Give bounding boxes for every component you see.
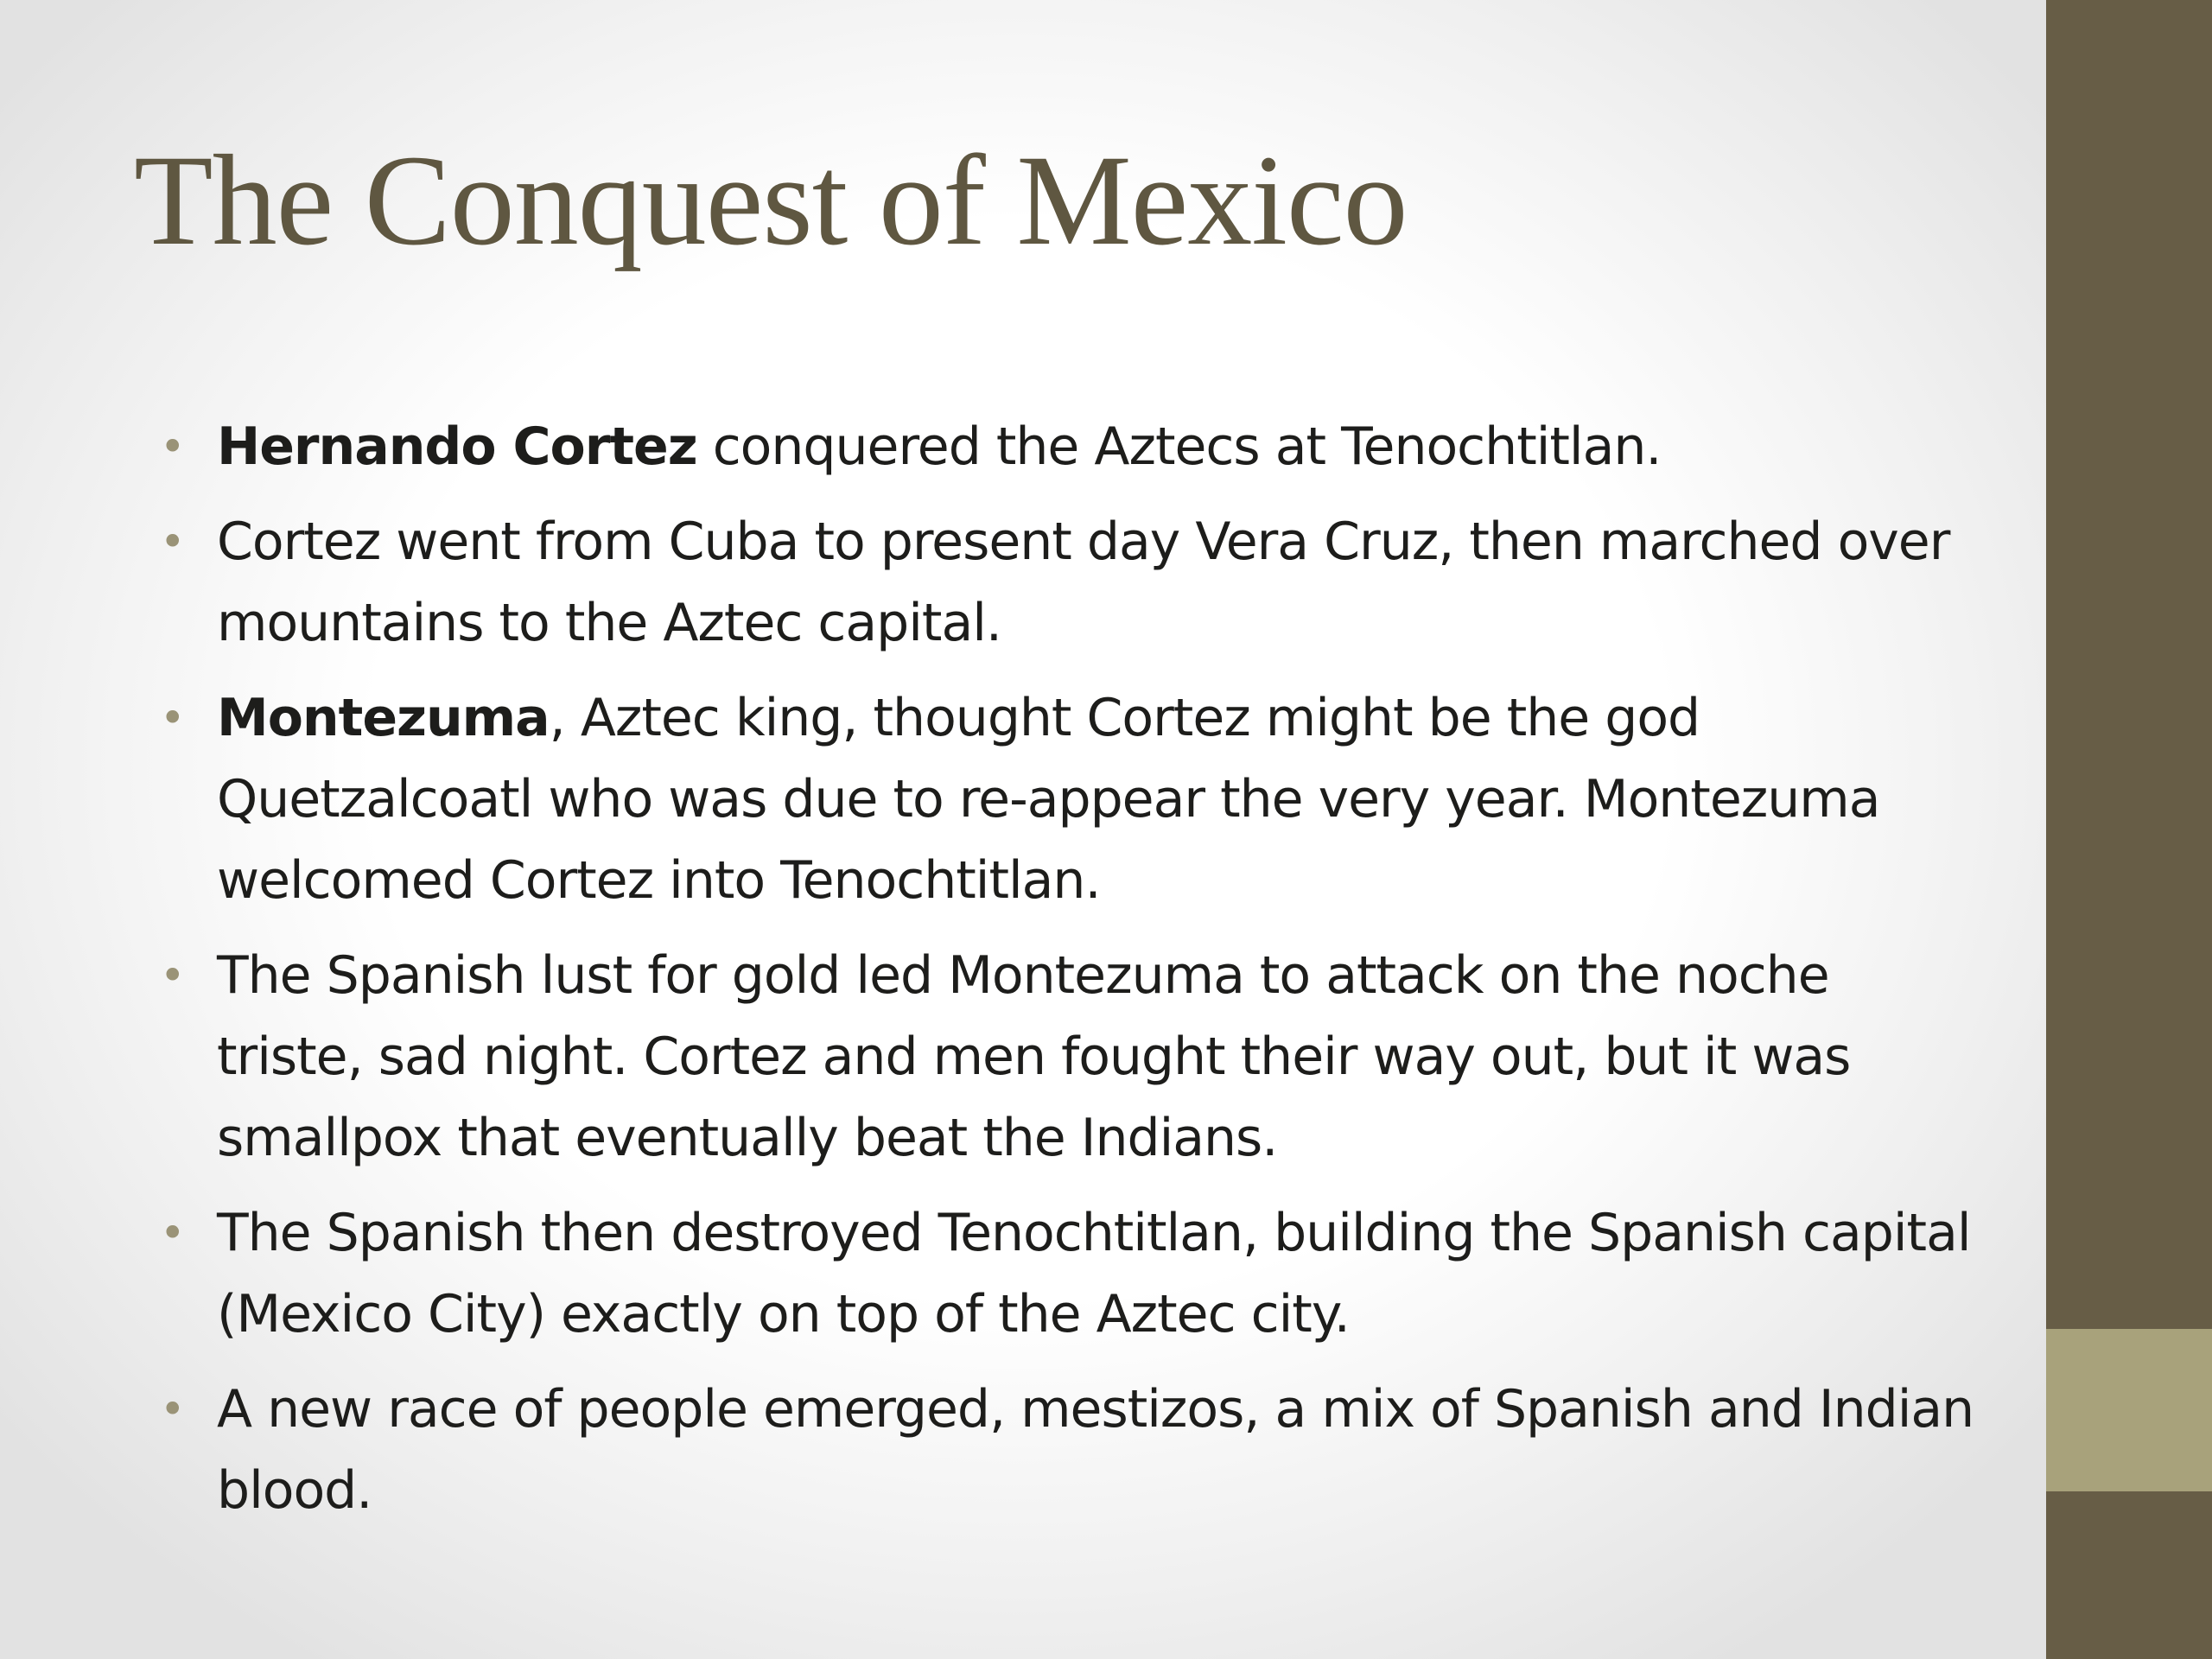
bullet-text: The Spanish lust for gold led Montezuma to attack on the noche triste, sad night. Cortez and men fought their way out, but it was smallpox that eventually beat the Indians.: [217, 945, 1851, 1168]
bullet-dot-icon: •: [160, 422, 185, 472]
bullet-item-3: [160, 677, 1983, 921]
bullet-text: conquered the Aztecs at Tenochtitlan.: [696, 416, 1662, 477]
bullet-item-1: [160, 406, 1983, 487]
bullet-dot-icon: •: [160, 1384, 185, 1434]
bullet-item-5: [160, 1192, 1983, 1355]
slide-title: The Conquest of Mexico: [134, 129, 1408, 272]
bullet-text: Cortez went from Cuba to present day Vera Cruz, then marched over mountains to the Aztec capital.: [217, 512, 1950, 653]
bullet-text: , Aztec king, thought Cortez might be the god Quetzalcoatl who was due to re-appear the very year. Montezuma welcomed Cortez into Tenochtitlan.: [217, 688, 1880, 911]
side-accent-block: [2046, 1329, 2212, 1491]
bullet-item-2: [160, 501, 1983, 664]
bullet-item-4: [160, 935, 1983, 1179]
bullet-bold-text: Hernando Cortez: [217, 416, 697, 477]
bullet-text: A new race of people emerged, mestizos, a mix of Spanish and Indian blood.: [217, 1379, 1974, 1521]
bullet-item-6: [160, 1369, 1983, 1531]
bullet-dot-icon: •: [160, 1208, 185, 1258]
bullet-bold-text: Montezuma: [217, 688, 550, 748]
bullet-list: [160, 406, 1983, 1545]
bullet-dot-icon: •: [160, 950, 185, 1001]
bullet-text: The Spanish then destroyed Tenochtitlan, building the Spanish capital (Mexico City) exactly on top of the Aztec city.: [217, 1203, 1971, 1344]
bullet-dot-icon: •: [160, 693, 185, 743]
bullet-dot-icon: •: [160, 517, 185, 567]
